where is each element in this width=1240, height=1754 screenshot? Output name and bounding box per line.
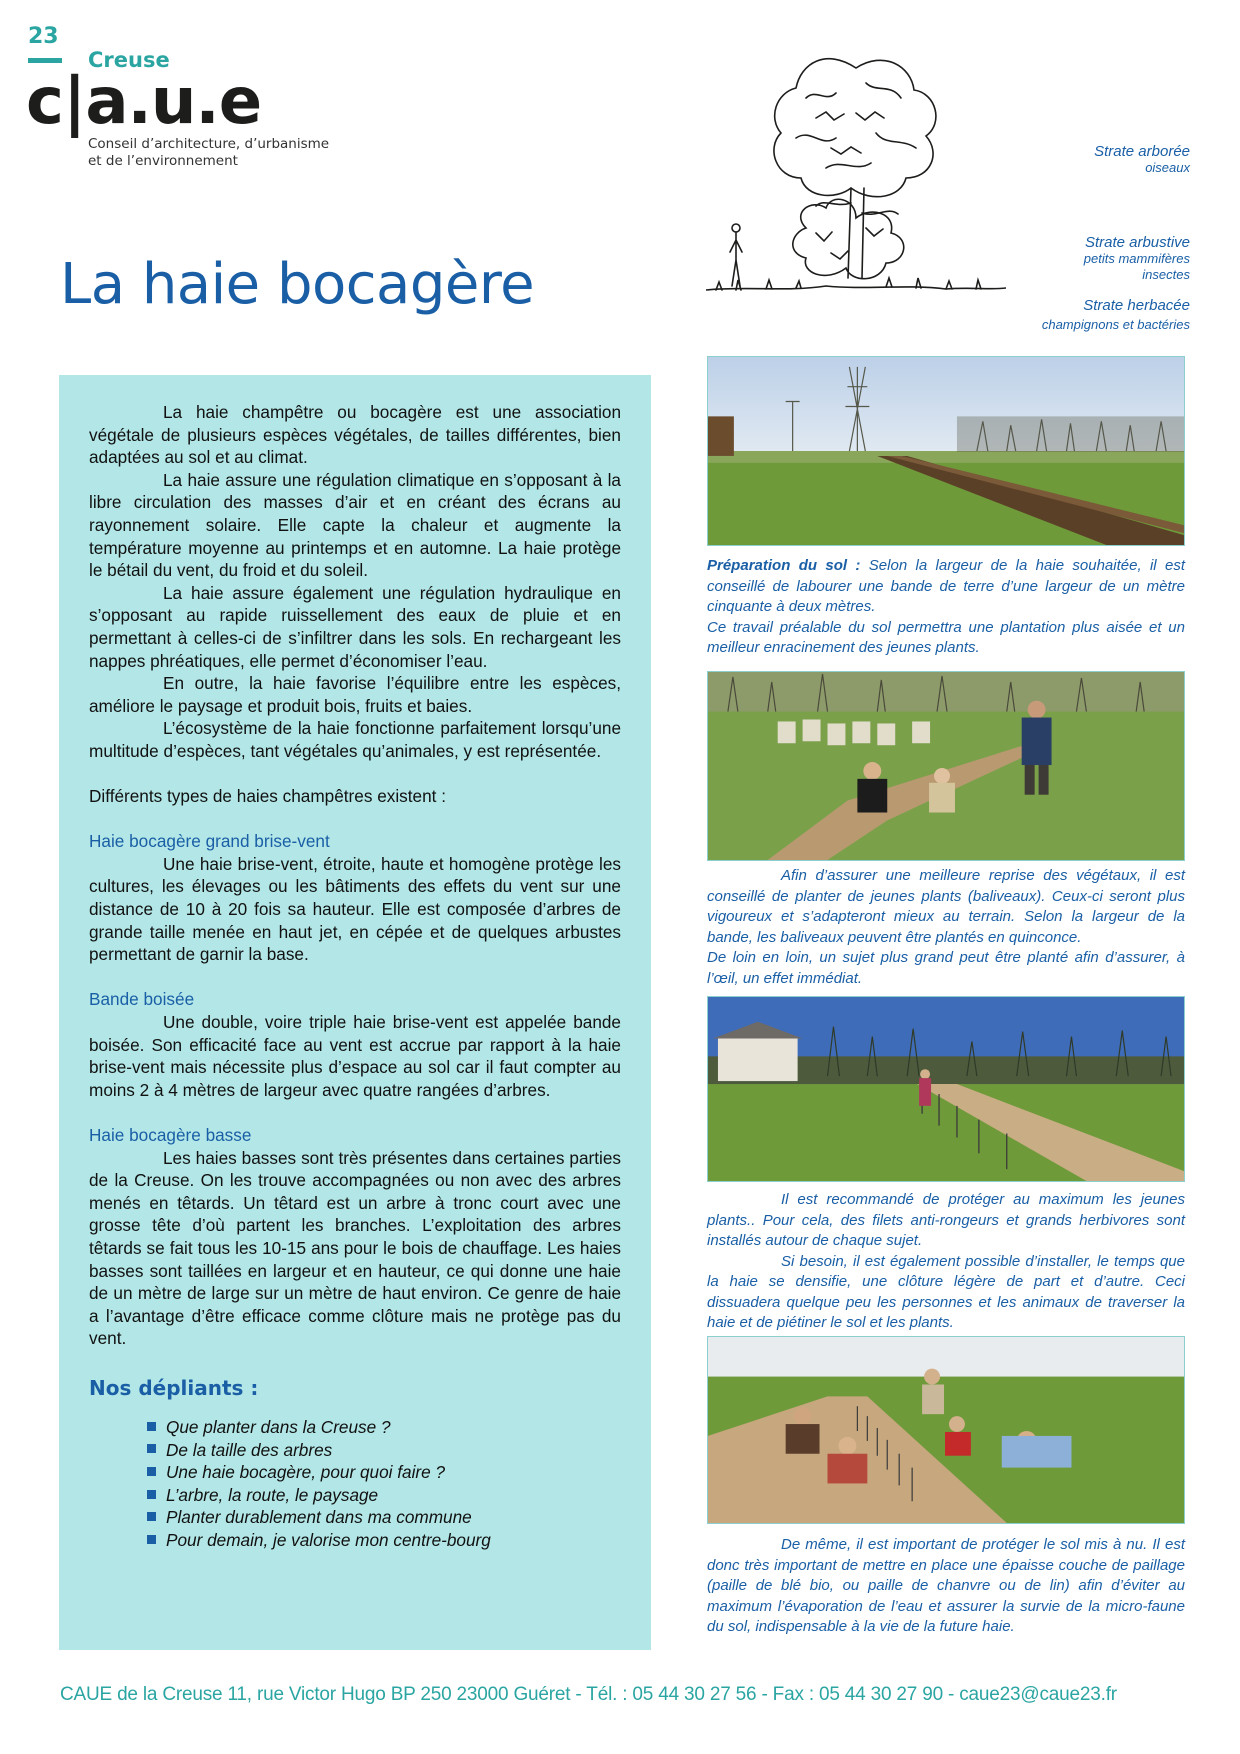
section-heading: Haie bocagère grand brise-vent — [89, 831, 330, 852]
strata-herbacee — [1042, 297, 1190, 333]
strata-herbacee-name: Strate herbacée — [1083, 297, 1190, 314]
logo-subtitle — [88, 136, 329, 170]
section-text: Les haies basses sont très présentes dans certaines parties de la Creuse. On les trouve accompagnées ou non avec des arbres menés en têtards. Un têtard est un arbre à tronc court avec une grosse tête d’où partent les branches. L’exploitation des arbres têtards se fait tous les 10-15 ans pour le bois de chauffage. Les haies basses sont taillées en largeur et en hauteur, ce qui donne une haie de un mètre de large sur un mètre de haut environ. Ce genre de haie a l’avantage d’être efficace comme clôture mais ne protège pas du vent. — [89, 1147, 621, 1349]
list-item: Une haie bocagère, pour quoi faire ? — [147, 1461, 621, 1484]
intro-paragraph: En outre, la haie favorise l’équilibre entre les espèces, améliore le paysage et produit bois, fruits et baies. — [89, 673, 621, 716]
square-bullet-icon — [147, 1444, 156, 1453]
photo-protection — [707, 996, 1185, 1182]
caption-mulching: De même, il est important de protéger le sol mis à nu. Il est donc très important de mettre en place une épaisse couche de paillage (paille de blé bio, ou paille de chanvre ou de lin) afin d’éviter au maximum l’évaporation de l’eau et assurer la survie de la micro-faune du sol, indispensable à la vie de la future haie. — [707, 1536, 1185, 1635]
list-item: Que planter dans la Creuse ? — [147, 1416, 621, 1439]
photo-planting — [707, 671, 1185, 861]
list-item: Planter durablement dans ma commune — [147, 1506, 621, 1529]
square-bullet-icon — [147, 1490, 156, 1499]
strata-arboree-sub: oiseaux — [1145, 160, 1190, 175]
logo-number: 23 — [28, 24, 59, 49]
caption-protection: Il est recommandé de protéger au maximum les jeunes plants.. Pour cela, des filets anti-rongeurs et grands herbivores sont installés autour de chaque sujet. Si besoin, il est également possible d’installer, le temps que la haie se densifie, une clôture légère de part et d’autre. Ceci dissuadera quelque peu les personnes et les animaux de traverser la haie et de piétiner le sol et les plants. — [707, 1191, 1185, 1331]
section-text: Une double, voire triple haie brise-vent est appelée bande boisée. Son efficacité face au vent est accrue par rapport à la haie brise-vent mais nécessite plus d’espace au sol car il faut compter au moins 2 à 4 mètres de largeur avec quatre rangées d’arbres. — [89, 1012, 621, 1100]
section-text: Une haie brise-vent, étroite, haute et homogène protège les cultures, les élevages ou les bâtiments des effets du vent sur une distance de 10 à 20 fois sa hauteur. Elle est composée d’arbres de grande taille menée en haut jet, en cépée et de quelques arbustes permettant de garnir la base. — [89, 853, 621, 965]
strata-arboree — [1094, 143, 1190, 176]
logo-bar — [28, 58, 62, 63]
strata-arbustive-sub2: insectes — [1142, 267, 1190, 282]
square-bullet-icon — [147, 1512, 156, 1521]
list-item: Pour demain, je valorise mon centre-bourg — [147, 1529, 621, 1552]
section-heading: Bande boisée — [89, 989, 195, 1010]
types-intro: Différents types de haies champêtres existent : — [89, 786, 446, 807]
strata-arboree-name: Strate arborée — [1094, 143, 1190, 160]
list-item: De la taille des arbres — [147, 1439, 621, 1462]
logo-mark: c|a.u.e — [26, 65, 262, 139]
intro-paragraph: La haie assure une régulation climatique en s’opposant à la libre circulation des masses d’air et en créant des écrans au rayonnement solaire. Elle capte la chaleur et augmente la température moyenne au printemps et en automne. La haie protège le bétail du vent, du froid et du soleil. — [89, 469, 621, 581]
caption-soil-preparation: Préparation du sol : Selon la largeur de la haie souhaitée, il est conseillé de labourer une bande de terre d’une largeur de un mètre cinquante à deux mètres. Ce travail préalable du sol permettra une plantation plus aisée et un meilleur enracinement des jeunes plants. — [707, 557, 1186, 656]
strata-arbustive-name: Strate arbustive — [1084, 234, 1190, 251]
logo-subtitle-line1: Conseil d’architecture, d’urbanisme — [88, 136, 330, 152]
square-bullet-icon — [147, 1535, 156, 1544]
strata-arbustive-sub1: petits mammifères — [1083, 251, 1190, 266]
square-bullet-icon — [147, 1422, 156, 1431]
strata-arbustive — [1084, 234, 1190, 283]
caption-planting: Afin d’assurer une meilleure reprise des végétaux, il est conseillé de planter de jeunes plants (baliveaux). Ceux-ci seront plus vigoureux et s’adapteront mieux au terrain. Selon la largeur de la bande, les baliveaux peuvent être plantés en quinconce. De loin en loin, un sujet plus grand peut être planté afin d’assurer, à l’œil, un effet immédiat. — [707, 867, 1185, 987]
square-bullet-icon — [147, 1467, 156, 1476]
footer-contact: CAUE de la Creuse 11, rue Victor Hugo BP 250 23000 Guéret - Tél. : 05 44 30 27 56 - Fax : 05 44 30 27 90 - caue23@caue23.fr — [60, 1684, 1117, 1705]
intro-paragraph: La haie champêtre ou bocagère est une association végétale de plusieurs espèces végétales, de tailles différentes, bien adaptées au sol et au climat. — [89, 402, 621, 468]
depliants-heading: Nos dépliants : — [89, 1375, 259, 1400]
intro-paragraph: L’écosystème de la haie fonctionne parfaitement lorsqu’une multitude d’espèces, tant végétales qu’animales, y est représentée. — [89, 718, 621, 761]
intro-paragraph: La haie assure également une régulation hydraulique en s’opposant au rapide ruissellement des eaux de pluie et en permettant à celles-ci de s’infiltrer dans les sols. En rechargeant les nappes phréatiques, elle permet d’économiser l’eau. — [89, 582, 621, 671]
tree-strata-sketch — [706, 28, 1006, 346]
logo-region: Creuse — [88, 48, 170, 72]
caption-bold: Préparation du sol : — [707, 557, 861, 574]
section-heading: Haie bocagère basse — [89, 1125, 252, 1145]
list-item: L’arbre, la route, le paysage — [147, 1484, 621, 1507]
photo-soil-preparation — [707, 356, 1185, 546]
strata-herbacee-sub: champignons et bactéries — [1041, 317, 1190, 332]
photo-mulching — [707, 1336, 1185, 1524]
depliants-list — [147, 1416, 621, 1552]
caue-logo — [28, 24, 348, 174]
main-text-panel — [59, 375, 651, 1650]
logo-subtitle-line2: et de l’environnement — [88, 153, 238, 169]
page-title: La haie bocagère — [60, 252, 535, 317]
